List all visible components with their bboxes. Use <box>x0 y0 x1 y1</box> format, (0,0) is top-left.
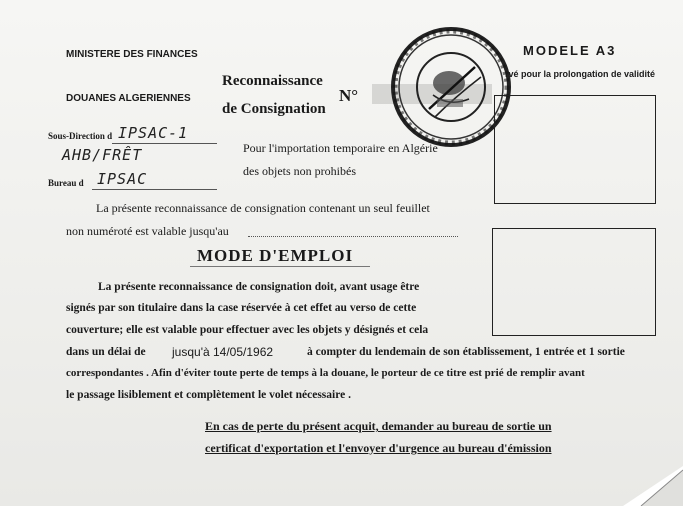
sous-direction-value2: AHB/FRÊT <box>62 146 143 164</box>
page-fold-corner <box>623 466 683 506</box>
loss-notice-line2: certificat d'exportation et l'envoyer d'urgence au bureau d'émission <box>205 441 552 455</box>
purpose-line1: Pour l'importation temporaire en Algérie <box>243 141 438 155</box>
sous-direction-underline <box>112 143 217 144</box>
instructions-line6: le passage lisiblement et complètement le volet nécessaire . <box>66 389 351 401</box>
instructions-line1: La présente reconnaissance de consignation doit, avant usage être <box>98 281 420 293</box>
document-title-line2: de Consignation <box>222 101 326 117</box>
modele-label: MODELE A3 <box>523 43 617 58</box>
instructions-line4-end: à compter du lendemain de son établissement, 1 entrée et 1 sortie <box>307 346 625 358</box>
sous-direction-label: Sous-Direction d <box>48 131 113 141</box>
bureau-label: Bureau d <box>48 178 84 188</box>
ministry-label: MINISTERE DES FINANCES <box>66 49 198 60</box>
douanes-label: DOUANES ALGERIENNES <box>66 93 191 104</box>
instructions-line3: couverture; elle est valable pour effectuer avec les objets y désignés et cela <box>66 324 429 336</box>
instructions-line4-start: dans un délai de <box>66 346 146 358</box>
validity-date-line <box>248 236 458 237</box>
mode-emploi-heading: MODE D'EMPLOI <box>197 246 354 265</box>
mode-emploi-rule <box>190 266 370 267</box>
bureau-underline <box>92 189 217 190</box>
number-label: N° <box>339 86 359 105</box>
signature-box <box>492 228 656 336</box>
reserve-label: rvé pour la prolongation de validité <box>505 69 656 79</box>
validity-line1: La présente reconnaissance de consignation contenant un seul feuillet <box>96 201 430 215</box>
loss-notice-line1: En cas de perte du présent acquit, demander au bureau de sortie un <box>205 419 552 433</box>
validity-extension-box <box>494 95 656 204</box>
document-title-line1: Reconnaissance <box>222 73 323 89</box>
bureau-value: IPSAC <box>97 170 148 188</box>
instructions-line2: signés par son titulaire dans la case réservée à cet effet au verso de cette <box>66 302 417 314</box>
sous-direction-value: IPSAC-1 <box>118 124 189 142</box>
validity-date: jusqu'à 14/05/1962 <box>172 345 274 359</box>
purpose-line2: des objets non prohibés <box>243 164 356 178</box>
instructions-line5: correspondantes . Afin d'éviter toute perte de temps à la douane, le porteur de ce titre est prié de remplir avant <box>66 367 585 379</box>
validity-line2: non numéroté est valable jusqu'au <box>66 224 229 238</box>
